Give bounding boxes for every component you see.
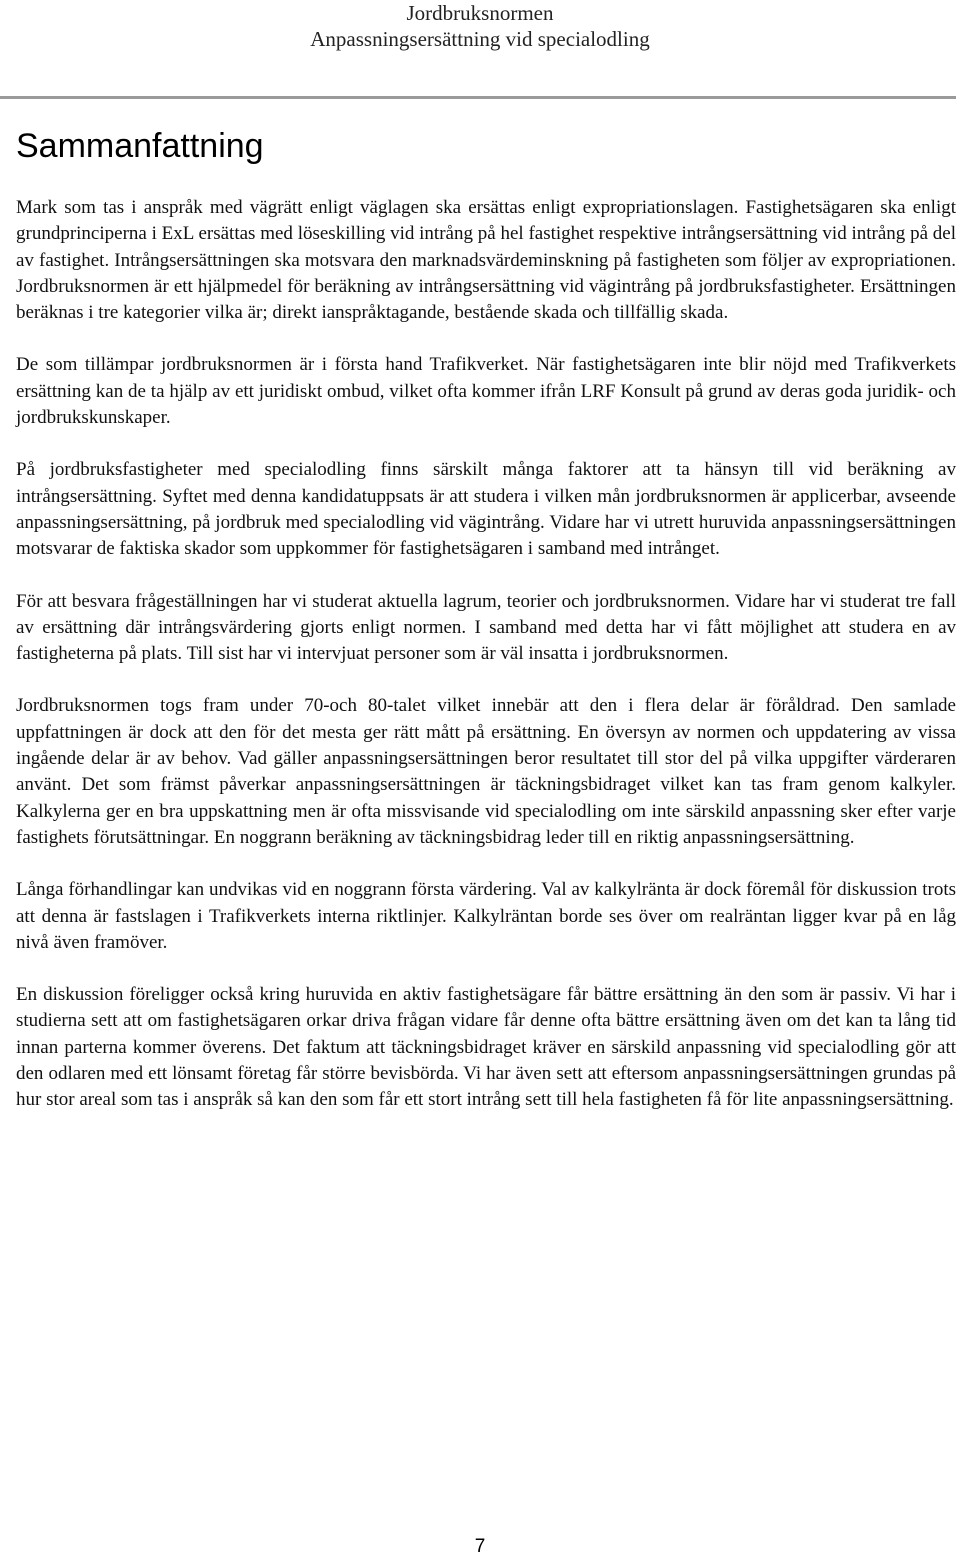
header-divider [0, 96, 956, 99]
paragraph-6: Långa förhandlingar kan undvikas vid en noggrann första värdering. Val av kalkylränta är dock föremål för diskussion trots att denna är fastslagen i Trafikverkets interna riktlinjer. Kalkylräntan borde ses över om realräntan ligger kvar på en låg nivå även framöver. [16, 879, 956, 953]
paragraph-5: Jordbruksnormen togs fram under 70-och 80-talet vilket innebär att den i flera delar är föråldrad. Den samlade uppfattningen är dock att den för det mesta ger rätt mått på ersättning. En översyn av normen och uppdatering av vissa ingående delar är av behov. Vad gäller anpassningsersättningen beror resultatet till stor del på vilka uppgifter värderaren använt. Det som främst påverkar anpassningsersättningen är täckningsbidraget vilket kan tas fram genom kalkyler. Kalkylerna ger en bra uppskattning men är ofta missvisande vid specialodling om inte särskild anpassning sker efter varje fastighets förutsättningar. En noggrann beräkning av täckningsbidrag leder till en riktig anpassningsersättning. [16, 695, 956, 848]
running-header [0, 0, 960, 52]
paragraph-1: Mark som tas i anspråk med vägrätt enligt väglagen ska ersättas enligt expropriationslagen. Fastighetsägaren ska enligt grundprinciperna i ExL ersättas med löseskilling vid intrång på hel fastighet respektive intrångsersättning vid intrång på del av fastighet. Intrångsersättningen ska motsvara den marknadsvärdeminskning på fastigheten som följer av expropriationen. Jordbruksnormen är ett hjälpmedel för beräkning av intrångsersättning vid vägintrång på jordbruksfastigheter. Ersättningen beräknas i tre kategorier vilka är; direkt ianspråktagande, bestående skada och tillfällig skada. [16, 197, 956, 324]
paragraph-3: På jordbruksfastigheter med specialodling finns särskilt många faktorer att ta hänsyn till vid beräkning av intrångsersättning. Syftet med denna kandidatuppsats är att studera i vilken mån jordbruksnormen är applicerbar, avseende anpassningsersättning, på jordbruk med specialodling vid vägintrång. Vidare har vi utrett huruvida anpassningsersättningen motsvarar de faktiska skador som uppkommer för fastighetsägaren i samband med intrånget. [16, 459, 956, 560]
page-number: 7 [474, 1536, 486, 1557]
paragraph-7: En diskussion föreligger också kring huruvida en aktiv fastighetsägare får bättre ersättning än den som är passiv. Vi har i studierna sett att om fastighetsägaren orkar driva frågan vidare får denne ofta bättre ersättning även om det kan ta lång tid innan parterna kommer överens. Det faktum att täckningsbidraget kräver en särskild anpassning vid specialodling gör att den odlaren med ett lönsamt företag får större bevisbörda. Vi har även sett att eftersom anpassningsersättningen grundas på hur stor areal som tas i anspråk så kan den som får ett stort intrång sett till hela fastigheten få för lite anpassningsersättning. [16, 984, 956, 1111]
section-title: Sammanfattning [16, 127, 264, 165]
body-text [16, 195, 956, 1140]
header-document-subtitle: Anpassningsersättning vid specialodling [310, 27, 650, 51]
paragraph-4: För att besvara frågeställningen har vi studerat aktuella lagrum, teorier och jordbruksnormen. Vidare har vi studerat tre fall av ersättning där intrångsvärdering gjorts enligt normen. I samband med detta har vi fått möjlighet att studera en av fastigheterna på plats. Till sist har vi intervjuat personer som är väl insatta i jordbruksnormen. [16, 590, 956, 665]
header-document-title: Jordbruksnormen [406, 1, 554, 25]
paragraph-2: De som tillämpar jordbruksnormen är i första hand Trafikverket. När fastighetsägaren inte blir nöjd med Trafikverkets ersättning kan de ta hjälp av ett juridiskt ombud, vilket ofta kommer ifrån LRF Konsult på grund av deras goda juridik- och jordbrukskunskaper. [16, 354, 956, 429]
